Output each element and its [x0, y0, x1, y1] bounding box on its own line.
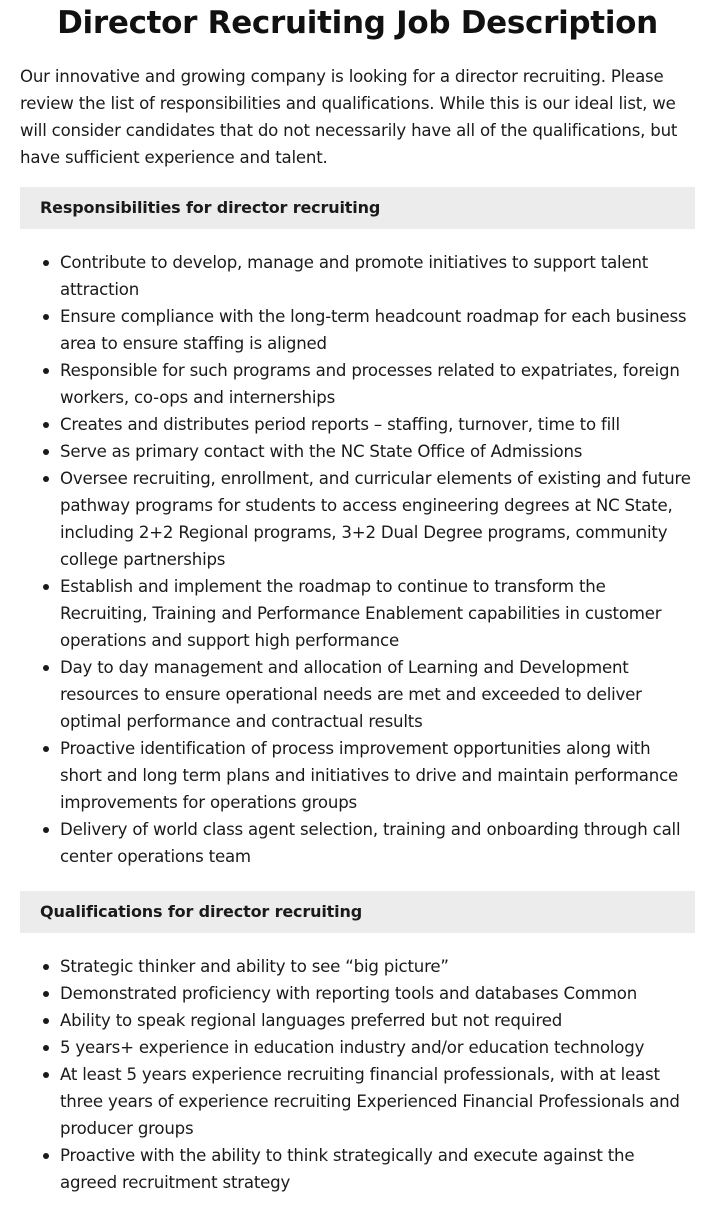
list-item [60, 573, 695, 654]
list-item-text: Demonstrated proficiency with reporting tools and databases Common [60, 984, 638, 1003]
list-item [60, 303, 695, 357]
bullet-icon [43, 314, 49, 320]
list-item [60, 735, 695, 816]
page-title: Director Recruiting Job Description [57, 5, 658, 41]
list-item [60, 1142, 695, 1196]
list-item [60, 1007, 695, 1034]
list-item-text: Proactive with the ability to think strategically and execute against the agreed recruitment strategy [60, 1146, 635, 1192]
list-item [60, 465, 695, 573]
bullet-icon [43, 1072, 49, 1078]
list-item-text: Serve as primary contact with the NC State Office of Admissions [60, 442, 583, 461]
responsibilities-heading: Responsibilities for director recruiting [20, 187, 695, 229]
list-item [60, 438, 695, 465]
qualifications-heading: Qualifications for director recruiting [20, 891, 695, 933]
list-item-text: Ensure compliance with the long-term headcount roadmap for each business area to ensure staffing is aligned [60, 307, 687, 353]
intro-paragraph: Our innovative and growing company is looking for a director recruiting. Please review the list of responsibilities and qualifications. While this is our ideal list, we will consider candidates that do not necessarily have all of the qualifications, but have sufficient experience and talent. [20, 67, 678, 167]
bullet-icon [43, 1018, 49, 1024]
bullet-icon [43, 584, 49, 590]
list-item-text: Establish and implement the roadmap to continue to transform the Recruiting, Training and Performance Enablement capabilities in customer operations and support high performance [60, 577, 662, 650]
list-item-text: Creates and distributes period reports – staffing, turnover, time to fill [60, 415, 620, 434]
list-item-text: Delivery of world class agent selection, training and onboarding through call center operations team [60, 820, 681, 866]
list-item [60, 980, 695, 1007]
list-item-text: Day to day management and allocation of Learning and Development resources to ensure operational needs are met and exceeded to deliver optimal performance and contractual results [60, 658, 642, 731]
list-item-text: 5 years+ experience in education industry and/or education technology [60, 1038, 645, 1057]
bullet-icon [43, 746, 49, 752]
list-item [60, 1061, 695, 1142]
bullet-icon [43, 665, 49, 671]
bullet-icon [43, 1153, 49, 1159]
bullet-icon [43, 476, 49, 482]
bullet-icon [43, 368, 49, 374]
list-item [60, 816, 695, 870]
bullet-icon [43, 1045, 49, 1051]
list-item-text: Proactive identification of process improvement opportunities along with short and long term plans and initiatives to drive and maintain performance improvements for operations groups [60, 739, 679, 812]
bullet-icon [43, 991, 49, 997]
list-item-text: At least 5 years experience recruiting financial professionals, with at least three years of experience recruiting Experienced Financial Professionals and producer groups [60, 1065, 680, 1138]
bullet-icon [43, 260, 49, 266]
list-item [60, 1034, 695, 1061]
bullet-icon [43, 449, 49, 455]
list-item-text: Strategic thinker and ability to see “big picture” [60, 957, 449, 976]
list-item-text: Contribute to develop, manage and promote initiatives to support talent attraction [60, 253, 649, 299]
qualifications-list [20, 953, 695, 1196]
list-item-text: Responsible for such programs and processes related to expatriates, foreign workers, co-ops and internerships [60, 361, 680, 407]
list-item [60, 249, 695, 303]
list-item [60, 357, 695, 411]
bullet-icon [43, 422, 49, 428]
responsibilities-list [20, 249, 695, 870]
list-item [60, 654, 695, 735]
list-item-text: Ability to speak regional languages preferred but not required [60, 1011, 563, 1030]
list-item [60, 411, 695, 438]
bullet-icon [43, 964, 49, 970]
list-item [60, 953, 695, 980]
list-item-text: Oversee recruiting, enrollment, and curricular elements of existing and future pathway programs for students to access engineering degrees at NC State, including 2+2 Regional programs, 3+2 Dual Degree programs, community college partnerships [60, 469, 691, 569]
bullet-icon [43, 827, 49, 833]
